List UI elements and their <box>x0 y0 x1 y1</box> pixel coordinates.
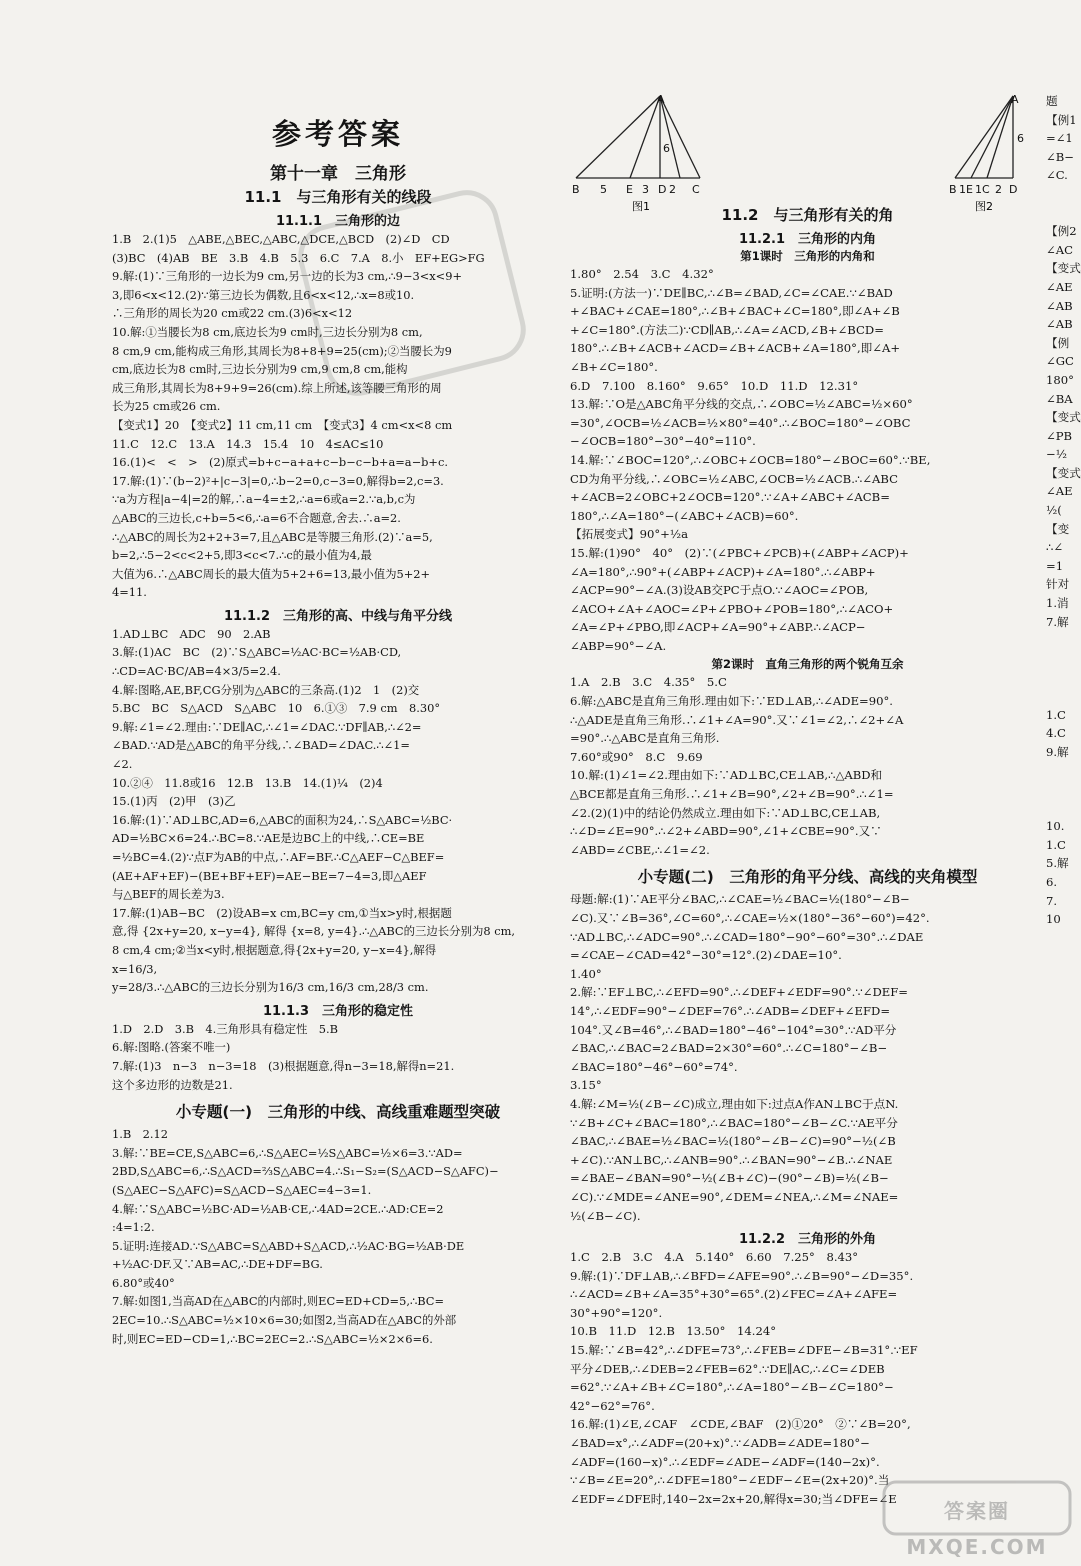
left-answer-line: 这个多边形的边数是21. <box>112 1077 233 1092</box>
edge-fragment: 7.解 <box>1046 614 1069 629</box>
mid-answer-line: ∵AD⊥BC,∴∠ADC=90°.∴∠CAD=180°−90°−60°=30°.∴∠DAE <box>570 929 924 944</box>
lesson-1-heading: 第1课时 三角形的内角和 <box>740 249 875 263</box>
mid-answer-line: ∠A=∠P+∠PBO,即∠ACP+∠A=90°+∠ABP.∴∠ACP− <box>570 620 866 635</box>
watermark-logo <box>882 1480 1072 1560</box>
edge-fragment <box>1046 204 1080 223</box>
left-answer-line: 【变式1】20 【变式2】11 cm,11 cm 【变式3】4 cm<x<8 cm <box>112 417 453 432</box>
edge-fragment: 9.解 <box>1046 744 1069 759</box>
mid-answer-line: =90°.∴△ABC是直角三角形. <box>570 731 720 746</box>
left-answer-line: 7.解:(1)3 n−3 n−3=18 (3)根据题意,得n−3=18,解得n=21. <box>112 1058 455 1073</box>
mid-answer-line: ∠2.(2)(1)中的结论仍然成立.理由如下:∵AD⊥BC,CE⊥AB, <box>570 805 881 820</box>
edge-fragment: ∴∠ <box>1046 540 1064 555</box>
left-answer-line: 9.解:(1)∵三角形的一边长为9 cm,另一边的长为3 cm,∴9−3<x<9+ <box>112 269 463 284</box>
left-answer-line: 17.解:(1)∵(b−2)²+|c−3|=0,∴b−2=0,c−3=0,解得b=2,c=3. <box>112 473 444 488</box>
left-answer-line: 5.证明:连接AD.∵S△ABC=S△ABD+S△ACD,∴½AC·BG=½AB·DE <box>112 1238 465 1253</box>
edge-fragment: ∠AB <box>1046 317 1073 332</box>
mid-answer-line: 1.A 2.B 3.C 4.35° 5.C <box>570 675 727 690</box>
left-answer-line: 长为25 cm或26 cm. <box>112 399 221 414</box>
mid-answer-line: 14.解:∵∠BOC=120°,∴∠OBC+∠OCB=180°−∠BOC=60°.∵BE, <box>570 452 931 467</box>
mid-answer-line: ∠EDF=∠DFE时,140−2x=2x+20,解得x=30;当∠DFE=∠E <box>570 1491 897 1506</box>
left-answer-line: ∴CD=AC·BC/AB=4×3/5=2.4. <box>112 664 281 679</box>
edge-fragment: 【变式 <box>1046 465 1081 480</box>
edge-fragment: 1.C <box>1046 707 1066 722</box>
edge-fragment: 6. <box>1046 874 1058 889</box>
figure-2-caption: 图2 <box>975 200 993 213</box>
fig1-label-c: C <box>692 183 700 196</box>
edge-fragment <box>1046 780 1080 799</box>
left-answer-line: 9.解:∠1=∠2.理由:∵DE∥AC,∴∠1=∠DAC.∵DF∥AB,∴∠2= <box>112 719 422 734</box>
mid-answer-line: ∠BAC=180°−46°−60°=74°. <box>570 1059 738 1074</box>
edge-fragment: 10 <box>1046 912 1061 927</box>
edge-fragment: ∠AB <box>1046 298 1073 313</box>
edge-fragment <box>1046 668 1080 687</box>
mid-answer-line: ∵∠B+∠C+∠BAC=180°,∴∠BAC=180°−∠B−∠C.∵AE平分 <box>570 1115 898 1130</box>
left-answer-line: 成三角形,其周长为8+9+9=26(cm).综上所述,该等腰三角形的周 <box>112 380 442 395</box>
edge-fragment <box>1046 650 1080 669</box>
fig2-label-6: 6 <box>1017 132 1024 145</box>
edge-fragment: 4.C <box>1046 726 1066 741</box>
left-answer-line: 7.解:如图1,当高AD在△ABC的内部时,则EC=ED+CD=5,∴BC= <box>112 1294 445 1309</box>
mid-answer-line: =∠CAE−∠CAD=42°−30°=12°.(2)∠DAE=10°. <box>570 948 842 963</box>
mid-answer-line: 16.解:(1)∠E,∠CAF ∠CDE,∠BAF (2)①20° ②∵∠B=20°, <box>570 1417 911 1432</box>
left-answer-line: 1.D 2.D 3.B 4.三角形具有稳定性 5.B <box>112 1021 339 1036</box>
chapter-heading: 第十一章 三角形 <box>270 164 406 184</box>
mid-answer-line: ∠BAC,∴∠BAE=½∠BAC=½(180°−∠B−∠C)=90°−½(∠B <box>570 1134 896 1149</box>
edge-fragment: ∠AE <box>1046 484 1073 499</box>
fig1-label-6: 6 <box>663 142 670 155</box>
left-answer-line: ∴△ABC的周长为2+2+3=7,且△ABC是等腰三角形.(2)∵a=5, <box>112 529 433 544</box>
answers-topic-1 <box>112 1125 564 1348</box>
edge-fragment: =1 <box>1046 558 1064 573</box>
left-answer-line: ∠BAD.∵AD是△ABC的角平分线,∴∠BAD=∠DAC.∴∠1= <box>112 738 410 753</box>
topic-2-heading: 小专题(二) 三角形的角平分线、高线的夹角模型 <box>637 868 978 887</box>
edge-fragment: ∠BA <box>1046 391 1073 406</box>
answers-lesson-1 <box>570 265 1045 655</box>
left-answer-line: 11.C 12.C 13.A 14.3 15.4 10 4≤AC≤10 <box>112 436 384 451</box>
edge-fragment: ∠GC <box>1046 354 1074 369</box>
figure-2-triangle <box>945 92 1045 213</box>
fig2-label-e: E <box>966 183 973 196</box>
left-answer-line: 6.解:图略.(答案不唯一) <box>112 1040 231 1055</box>
section-11-2-2-heading: 11.2.2 三角形的外角 <box>738 1232 877 1248</box>
left-answer-line: 5.BC BC S△ACD S△ABC 10 6.①③ 7.9 cm 8.30° <box>112 701 441 716</box>
mid-answer-line: 15.解:(1)90° 40° (2)∵(∠PBC+∠PCB)+(∠ABP+∠ACP)+ <box>570 545 909 560</box>
mid-answer-line: 9.解:(1)∵DF⊥AB,∴∠BFD=∠AFE=90°.∴∠B=90°−∠D=35°. <box>570 1268 914 1283</box>
mid-answer-line: ∴∠D=∠E=90°.∴∠2+∠ABD=90°,∠1+∠CBE=90°.又∵ <box>570 824 882 839</box>
left-answer-line: 6.80°或40° <box>112 1275 175 1290</box>
mid-answer-line: 1.40° <box>570 966 602 981</box>
edge-fragment <box>1046 631 1080 650</box>
mid-answer-line: +∠C=180°.(方法二)∵CD∥AB,∴∠A=∠ACD,∠B+∠BCD= <box>570 322 884 337</box>
left-answer-line: :4=1:2. <box>112 1220 155 1235</box>
edge-fragment: 10. <box>1046 819 1065 834</box>
edge-fragment: ½( <box>1046 503 1062 518</box>
left-answer-line: 16.解:(1)∵AD⊥BC,AD=6,△ABC的面积为24,∴S△ABC=½BC· <box>112 812 453 827</box>
left-answer-line: 10.②④ 11.8或16 12.B 13.B 14.(1)¼ (2)4 <box>112 775 383 790</box>
edge-fragment: 1.C <box>1046 837 1066 852</box>
edge-fragment: 【变式 <box>1046 261 1081 276</box>
mid-answer-line: 30°+90°=120°. <box>570 1305 663 1320</box>
topic-1-heading: 小专题(一) 三角形的中线、高线重难题型突破 <box>175 1103 501 1122</box>
mid-answer-line: ∠ABP=90°−∠A. <box>570 638 667 653</box>
left-answer-line: 8 cm,9 cm,能构成三角形,其周长为8+8+9=25(cm);②当腰长为9 <box>112 343 452 358</box>
fig2-label-1b: 1 <box>975 183 982 196</box>
edge-fragment: 180° <box>1046 372 1074 387</box>
left-answer-line: ∴三角形的周长为20 cm或22 cm.(3)6<x<12 <box>112 306 353 321</box>
left-answer-line: 16.(1)< < > (2)原式=b+c−a+a+c−b−c−b+a=a−b+c. <box>112 455 448 470</box>
answers-lesson-2 <box>570 673 1045 859</box>
fig1-label-a: A <box>657 93 665 106</box>
left-answer-line: (3)BC (4)AB BE 3.B 4.B 5.3 6.C 7.A 8.小 EF+EG>FG <box>112 250 485 265</box>
mid-answer-line: ∠A=180°,∴90°+(∠ABP+∠ACP)+∠A=180°.∴∠ABP+ <box>570 564 876 579</box>
fig2-label-d: D <box>1009 183 1018 196</box>
mid-answer-line: ½(∠B−∠C). <box>570 1208 641 1223</box>
left-answer-line: y=28/3.∴△ABC的三边长分别为16/3 cm,16/3 cm,28/3 cm. <box>112 980 429 995</box>
left-answer-line: 1.B 2.12 <box>112 1127 168 1142</box>
edge-fragment: 1.消 <box>1046 596 1069 611</box>
edge-fragment: 【例1 <box>1046 112 1077 127</box>
fig2-label-2: 2 <box>995 183 1002 196</box>
section-11-1-heading: 11.1 与三角形有关的线段 <box>244 188 432 206</box>
mid-answer-line: ∴△ADE是直角三角形.∴∠1+∠A=90°.又∵∠1=∠2,∴∠2+∠A <box>570 712 904 727</box>
edge-fragment: ∠AC <box>1046 242 1073 257</box>
mid-answer-line: ∠ADF=(160−x)°.∴∠EDF=∠ADE−∠ADF=(140−2x)°. <box>570 1454 880 1469</box>
answers-11-1-1 <box>112 230 564 602</box>
answers-topic-2 <box>570 890 1045 1225</box>
edge-fragment: 题 <box>1046 94 1058 108</box>
mid-answer-line: ∠C).∵∠MDE=∠ANE=90°,∠DEM=∠NEA,∴∠M=∠NAE= <box>570 1189 899 1204</box>
fig1-label-d: D <box>658 183 667 196</box>
lesson-2-heading: 第2课时 直角三角形的两个锐角互余 <box>711 657 904 672</box>
right-edge-column <box>1046 92 1080 1552</box>
left-answer-line: 时,则EC=ED−CD=1,∴BC=2EC=2.∴S△ABC=½×2×6=6. <box>112 1331 433 1346</box>
mid-answer-line: =30°,∠OCB=½∠ACB=½×80°=40°.∴∠BOC=180°−∠OBC <box>570 415 911 430</box>
mid-answer-line: ∠ABD=∠CBE,∴∠1=∠2. <box>570 842 710 857</box>
mid-answer-line: ∵∠B=∠E=20°,∴∠DFE=180°−∠EDF−∠E=(2x+20)°.当 <box>570 1473 890 1488</box>
mid-answer-line: ∠BAD=x°,∴∠ADF=(20+x)°.∵∠ADB=∠ADE=180°− <box>570 1436 870 1451</box>
mid-answer-line: 母题:解:(1)∵AE平分∠BAC,∴∠CAE=½∠BAC=½(180°−∠B− <box>570 892 910 907</box>
fig2-label-b: B <box>949 183 957 196</box>
mid-answer-line: =∠BAE−∠BAN=90°−½(∠B+∠C)−(90°−∠B)=½(∠B− <box>570 1171 889 1186</box>
left-answer-line: 2BD,S△ABC=6,∴S△ACD=⅔S△ABC=4.∴S₁−S₂=(S△ACD−S△AFC)− <box>112 1164 499 1179</box>
left-answer-line: 3.解:∵BE=CE,S△ABC=6,∴S△AEC=½S△ABC=½×6=3.∵AD= <box>112 1145 463 1160</box>
answers-11-1-3 <box>112 1020 564 1094</box>
mid-answer-line: +∠ACB=2∠OBC+2∠OCB=120°.∵∠A+∠ABC+∠ACB= <box>570 490 890 505</box>
mid-answer-line: 【拓展变式】90°+½a <box>570 527 688 542</box>
edge-fragment: 【变 <box>1046 521 1070 536</box>
edge-fragment <box>1046 799 1080 818</box>
section-11-1-3-heading: 11.1.3 三角形的稳定性 <box>262 1003 414 1019</box>
left-answer-line: 3.解:(1)AC BC (2)∵S△ABC=½AC·BC=½AB·CD, <box>112 645 402 660</box>
left-answer-line: ∵a为方程|a−4|=2的解,∴a−4=±2,∴a=6或a=2.∵a,b,c为 <box>112 492 416 507</box>
mid-answer-line: +∠C).∵AN⊥BC,∴∠ANB=90°.∴∠BAN=90°−∠B.∴∠NAE <box>570 1152 893 1167</box>
left-answer-line: △ABC的三边长,c+b=5<6,∴a=6不合题意,舍去.∴a=2. <box>112 510 401 525</box>
edge-fragment: 【变式 <box>1046 410 1081 425</box>
mid-answer-line: 6.解:△ABC是直角三角形.理由如下:∵ED⊥AB,∴∠ADE=90°. <box>570 694 893 709</box>
left-answer-line: 大值为6.∴△ABC周长的最大值为5+2+6=13,最小值为5+2+ <box>112 566 431 581</box>
left-answer-line: 2EC=10.∴S△ABC=½×10×6=30;如图2,当高AD在△ABC的外部 <box>112 1313 457 1328</box>
mid-answer-line: 5.证明:(方法一)∵DE∥BC,∴∠B=∠BAD,∠C=∠CAE.∵∠BAD <box>570 285 893 300</box>
mid-answer-line: 7.60°或90° 8.C 9.69 <box>570 749 703 764</box>
left-answer-line: 4=11. <box>112 585 147 600</box>
edge-fragment: =∠1 <box>1046 131 1073 146</box>
mid-answer-line: ∠ACO+∠A+∠AOC=∠P+∠PBO+∠POB=180°,∴∠ACO+ <box>570 601 894 616</box>
mid-answer-line: +∠BAC+∠CAE=180°,∴∠B+∠BAC+∠C=180°,即∠A+∠B <box>570 304 900 319</box>
fig2-label-1a: 1 <box>959 183 966 196</box>
mid-answer-line: 13.解:∵O是△ABC角平分线的交点,∴∠OBC=½∠ABC=½×60° <box>570 397 913 412</box>
left-answer-line: 17.解:(1)AB−BC (2)设AB=x cm,BC=y cm,①当x>y时,根据题 <box>112 905 452 920</box>
left-answer-line: 15.(1)丙 (2)甲 (3)乙 <box>112 794 236 809</box>
edge-fragment: 【例2 <box>1046 224 1077 239</box>
mid-answer-line: 6.D 7.100 8.160° 9.65° 10.D 11.D 12.31° <box>570 378 859 393</box>
mid-answer-line: △BCE都是直角三角形.∴∠1+∠B=90°,∠2+∠B=90°.∴∠1= <box>570 787 894 802</box>
left-answer-line: AD=½BC×6=24.∴BC=8.∵AE是边BC上的中线,∴CE=BE <box>112 831 425 846</box>
mid-answer-line: =62°.∵∠A+∠B+∠C=180°,∴∠A=180°−∠B−∠C=180°− <box>570 1380 894 1395</box>
left-answer-line: 4.解:图略,AE,BF,CG分别为△ABC的三条高.(1)2 1 (2)交 <box>112 682 420 697</box>
mid-answer-line: 42°−62°=76°. <box>570 1398 655 1413</box>
edge-fragment: −½ <box>1046 447 1067 462</box>
mid-answer-line: ∠ACP=90°−∠A.(3)设AB交PC于点O.∵∠AOC=∠POB, <box>570 583 869 598</box>
edge-fragment: 【例 <box>1046 335 1070 350</box>
fig1-label-e: E <box>626 183 633 196</box>
left-answer-line: 意,得 {2x+y=20, x−y=4}, 解得 {x=8, y=4}.∴△ABC的三边长分别为8 cm, <box>112 924 516 939</box>
edge-fragment <box>1046 185 1080 204</box>
section-11-2-heading: 11.2 与三角形有关的角 <box>721 206 894 224</box>
mid-answer-line: 10.B 11.D 12.B 13.50° 14.24° <box>570 1324 776 1339</box>
mid-answer-line: 14°,∴∠EDF=90°−∠DEF=76°.∴∠ADB=∠DEF+∠EFD= <box>570 1003 891 1018</box>
left-answer-line: ∠2. <box>112 757 133 772</box>
edge-fragment <box>1046 761 1080 780</box>
left-answer-line: 3,即6<x<12.(2)∵第三边长为偶数,且6<x<12,∴x=8或10. <box>112 287 415 302</box>
figure-1-caption: 图1 <box>632 200 650 213</box>
left-column <box>112 108 564 1548</box>
left-answer-line: 1.AD⊥BC ADC 90 2.AB <box>112 626 271 641</box>
fig2-label-a: A <box>1011 93 1019 106</box>
fig1-label-3: 3 <box>642 183 649 196</box>
left-answer-line: b=2,∴5−2<c<2+5,即3<c<7.∴c的最小值为4,最 <box>112 548 372 563</box>
edge-fragment: ∠PB <box>1046 428 1073 443</box>
mid-answer-line: ∠B+∠C=180°. <box>570 359 658 374</box>
mid-answer-line: 15.解:∵∠B=42°,∴∠DFE=73°,∴∠FEB=∠DFE−∠B=31°.∵EF <box>570 1343 918 1358</box>
section-11-1-2-heading: 11.1.2 三角形的高、中线与角平分线 <box>223 608 453 624</box>
section-11-1-1-heading: 11.1.1 三角形的边 <box>275 214 401 229</box>
left-answer-line: 1.B 2.(1)5 △ABE,△BEC,△ABC,△DCE,△BCD (2)∠D CD <box>112 232 450 246</box>
edge-fragment: ∠C. <box>1046 168 1068 183</box>
fig1-label-b: B <box>572 183 580 196</box>
mid-answer-line: 180°.∴∠B+∠ACB+∠ACD=∠B+∠ACB+∠A=180°,即∠A+ <box>570 341 901 356</box>
fig1-label-5: 5 <box>600 183 607 196</box>
left-answer-line: +½AC·DF.又∵AB=AC,∴DE+DF=BG. <box>112 1257 323 1272</box>
edge-fragment: 7. <box>1046 893 1058 908</box>
mid-answer-line: 10.解:(1)∠1=∠2.理由如下:∵AD⊥BC,CE⊥AB,∴△ABD和 <box>570 768 883 783</box>
left-answer-line: 与△BEF的周长差为3. <box>112 887 225 902</box>
edge-fragment <box>1046 687 1080 706</box>
mid-answer-line: 4.解:∠M=½(∠B−∠C)成立,理由如下:过点A作AN⊥BC于点N. <box>570 1096 899 1111</box>
svg-text:MXQE.COM: MXQE.COM <box>906 1535 1048 1559</box>
mid-answer-line: ∠C).又∵∠B=36°,∠C=60°,∴∠CAE=½×(180°−36°−60°)=42°. <box>570 911 930 925</box>
mid-answer-line: 180°,∴∠A=180°−(∠ABC+∠ACB)=60°. <box>570 508 799 523</box>
figure-1-triangle <box>570 92 720 213</box>
mid-answer-line: 1.C 2.B 3.C 4.A 5.140° 6.60 7.25° 8.43° <box>570 1250 859 1265</box>
mid-answer-line: 平分∠DEB,∴∠DEB=2∠FEB=62°.∵DE∥AC,∴∠C=∠DEB <box>570 1361 885 1376</box>
section-11-2-1-heading: 11.2.1 三角形的内角 <box>738 232 877 247</box>
edge-fragment: ∠B− <box>1046 149 1074 164</box>
mid-answer-line: 2.解:∵EF⊥BC,∴∠EFD=90°.∴∠DEF+∠EDF=90°.∵∠DEF= <box>570 985 908 1000</box>
mid-answer-line: CD为角平分线,∴∠OBC=½∠ABC,∠OCB=½∠ACB.∴∠ABC <box>570 471 898 486</box>
left-answer-line: =½BC=4.(2)∵点F为AB的中点,∴AF=BF.∴C△AEF−C△BEF= <box>112 850 445 864</box>
left-answer-line: cm,底边长为8 cm时,三边长分别为9 cm,9 cm,8 cm,能构 <box>112 362 408 377</box>
mid-answer-line: 3.15° <box>570 1078 602 1093</box>
left-answer-line: x=16/3, <box>112 961 158 976</box>
answers-11-2-2 <box>570 1248 1045 1508</box>
left-answer-line: 4.解:∵S△ABC=½BC·AD=½AB·CE,∴4AD=2CE.∴AD:CE=2 <box>112 1201 444 1216</box>
left-answer-line: 10.解:①当腰长为8 cm,底边长为9 cm时,三边长分别为8 cm, <box>112 324 423 339</box>
triangle-figures <box>570 92 1045 213</box>
answers-11-1-2 <box>112 625 564 997</box>
mid-answer-line: 104°.又∠B=46°,∴∠BAD=180°−46°−104°=30°.∵AD平分 <box>570 1022 897 1037</box>
left-answer-line: (S△AEC−S△AFC)=S△ACD−S△AEC=4−3=1. <box>112 1182 372 1197</box>
middle-column <box>570 92 1045 1552</box>
fig1-label-2: 2 <box>669 183 676 196</box>
fig2-label-c: C <box>982 183 990 196</box>
svg-text:答案圈: 答案圈 <box>944 1499 1010 1523</box>
edge-fragment: 针对 <box>1046 577 1070 592</box>
edge-fragment: 5.解 <box>1046 856 1069 871</box>
edge-fragment: ∠AE <box>1046 279 1073 294</box>
mid-answer-line: ∠BAC,∴∠BAC=2∠BAD=2×30°=60°.∴∠C=180°−∠B− <box>570 1041 888 1056</box>
page-title: 参考答案 <box>271 117 404 151</box>
mid-answer-line: ∴∠ACD=∠B+∠A=35°+30°=65°.(2)∠FEC=∠A+∠AFE= <box>570 1287 898 1302</box>
left-answer-line: 8 cm,4 cm;②当x<y时,根据题意,得{2x+y=20, y−x=4},解得 <box>112 942 437 957</box>
left-answer-line: (AE+AF+EF)−(BE+BF+EF)=AE−BE=7−4=3,即△AEF <box>112 868 427 883</box>
mid-answer-line: −∠OCB=180°−30°−40°=110°. <box>570 434 756 449</box>
mid-answer-line: 1.80° 2.54 3.C 4.32° <box>570 267 714 281</box>
